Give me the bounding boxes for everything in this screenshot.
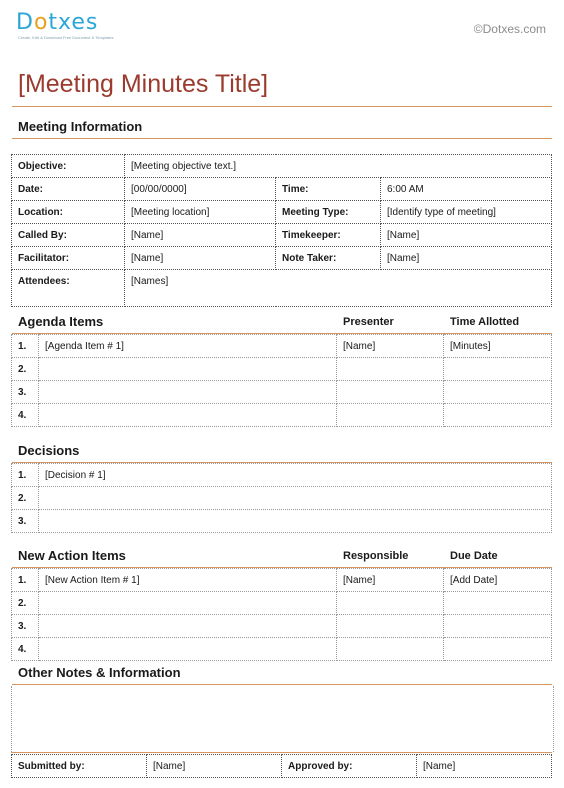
row-number: 2.: [12, 487, 39, 510]
presenter-cell: [337, 358, 444, 381]
submitted-by-value: [Name]: [147, 755, 282, 778]
action-items-heading: New Action Items: [18, 548, 126, 563]
meeting-type-value: [Identify type of meeting]: [381, 201, 552, 224]
row-number: 4.: [12, 404, 39, 427]
location-label: Location:: [12, 201, 125, 224]
approved-by-label: Approved by:: [282, 755, 417, 778]
decision-cell: [Decision # 1]: [39, 464, 552, 487]
action-item-cell: [39, 592, 337, 615]
table-row: [12, 755, 552, 778]
action-item-cell: [39, 638, 337, 661]
responsible-column-header: Responsible: [343, 550, 409, 562]
due-date-cell: [444, 615, 552, 638]
table-row: [12, 155, 552, 178]
table-row: [12, 381, 552, 404]
called-by-value: [Name]: [125, 224, 276, 247]
presenter-cell: [Name]: [337, 335, 444, 358]
row-number: 1.: [12, 569, 39, 592]
presenter-column-header: Presenter: [343, 316, 394, 328]
table-row: [12, 358, 552, 381]
decision-cell: [39, 510, 552, 533]
facilitator-value: [Name]: [125, 247, 276, 270]
signoff-table: [11, 754, 552, 778]
decisions-heading: Decisions: [18, 443, 80, 458]
due-date-cell: [Add Date]: [444, 569, 552, 592]
attendees-label: Attendees:: [12, 270, 125, 307]
date-value: [00/00/0000]: [125, 178, 276, 201]
time-allotted-cell: [Minutes]: [444, 335, 552, 358]
meeting-info-heading: Meeting Information: [18, 119, 143, 134]
table-row: [12, 510, 552, 533]
row-number: 3.: [12, 510, 39, 533]
copyright-text: ©Dotxes.com: [473, 22, 546, 36]
row-number: 2.: [12, 358, 39, 381]
table-row: [12, 224, 552, 247]
responsible-cell: [337, 592, 444, 615]
table-row: [12, 335, 552, 358]
due-date-cell: [444, 592, 552, 615]
agenda-item-cell: [39, 381, 337, 404]
notes-divider: [12, 684, 552, 685]
date-label: Date:: [12, 178, 125, 201]
called-by-label: Called By:: [12, 224, 125, 247]
responsible-cell: [337, 615, 444, 638]
responsible-cell: [337, 638, 444, 661]
decision-cell: [39, 487, 552, 510]
title-divider: [12, 106, 552, 107]
meeting-info-divider: [12, 138, 552, 139]
row-number: 1.: [12, 335, 39, 358]
action-item-cell: [New Action Item # 1]: [39, 569, 337, 592]
due-date-column-header: Due Date: [450, 550, 498, 562]
attendees-value: [Names]: [125, 270, 552, 307]
table-row: [12, 178, 552, 201]
due-date-cell: [444, 638, 552, 661]
signoff-divider: [11, 752, 552, 753]
time-allotted-cell: [444, 381, 552, 404]
dotxes-logo: Dotxes Create, Edit & Download Free Document & Templates: [16, 10, 114, 40]
meeting-type-label: Meeting Type:: [276, 201, 381, 224]
table-row: [12, 615, 552, 638]
table-row: [12, 569, 552, 592]
agenda-item-cell: [39, 404, 337, 427]
time-value: 6:00 AM: [381, 178, 552, 201]
row-number: 2.: [12, 592, 39, 615]
logo-tagline: Create, Edit & Download Free Document & Templates: [18, 35, 114, 40]
agenda-table: [11, 334, 552, 427]
timekeeper-label: Timekeeper:: [276, 224, 381, 247]
table-row: [12, 487, 552, 510]
table-row: [12, 404, 552, 427]
objective-label: Objective:: [12, 155, 125, 178]
agenda-heading: Agenda Items: [18, 314, 104, 329]
table-row: [12, 638, 552, 661]
notes-heading: Other Notes & Information: [18, 665, 181, 680]
meeting-info-table: [11, 154, 552, 307]
presenter-cell: [337, 404, 444, 427]
table-row: [12, 247, 552, 270]
table-row: [12, 270, 552, 307]
time-allotted-cell: [444, 404, 552, 427]
table-row: [12, 464, 552, 487]
time-allotted-cell: [444, 358, 552, 381]
objective-value: [Meeting objective text.]: [125, 155, 552, 178]
note-taker-label: Note Taker:: [276, 247, 381, 270]
note-taker-value: [Name]: [381, 247, 552, 270]
responsible-cell: [Name]: [337, 569, 444, 592]
row-number: 4.: [12, 638, 39, 661]
location-value: [Meeting location]: [125, 201, 276, 224]
action-item-cell: [39, 615, 337, 638]
table-row: [12, 201, 552, 224]
facilitator-label: Facilitator:: [12, 247, 125, 270]
agenda-item-cell: [39, 358, 337, 381]
document-title: [Meeting Minutes Title]: [18, 70, 269, 98]
notes-area: [11, 686, 554, 752]
approved-by-value: [Name]: [417, 755, 552, 778]
time-label: Time:: [276, 178, 381, 201]
presenter-cell: [337, 381, 444, 404]
action-items-table: [11, 568, 552, 661]
row-number: 1.: [12, 464, 39, 487]
table-row: [12, 592, 552, 615]
row-number: 3.: [12, 615, 39, 638]
submitted-by-label: Submitted by:: [12, 755, 147, 778]
row-number: 3.: [12, 381, 39, 404]
time-allotted-column-header: Time Allotted: [450, 316, 520, 328]
decisions-table: [11, 463, 552, 533]
timekeeper-value: [Name]: [381, 224, 552, 247]
agenda-item-cell: [Agenda Item # 1]: [39, 335, 337, 358]
